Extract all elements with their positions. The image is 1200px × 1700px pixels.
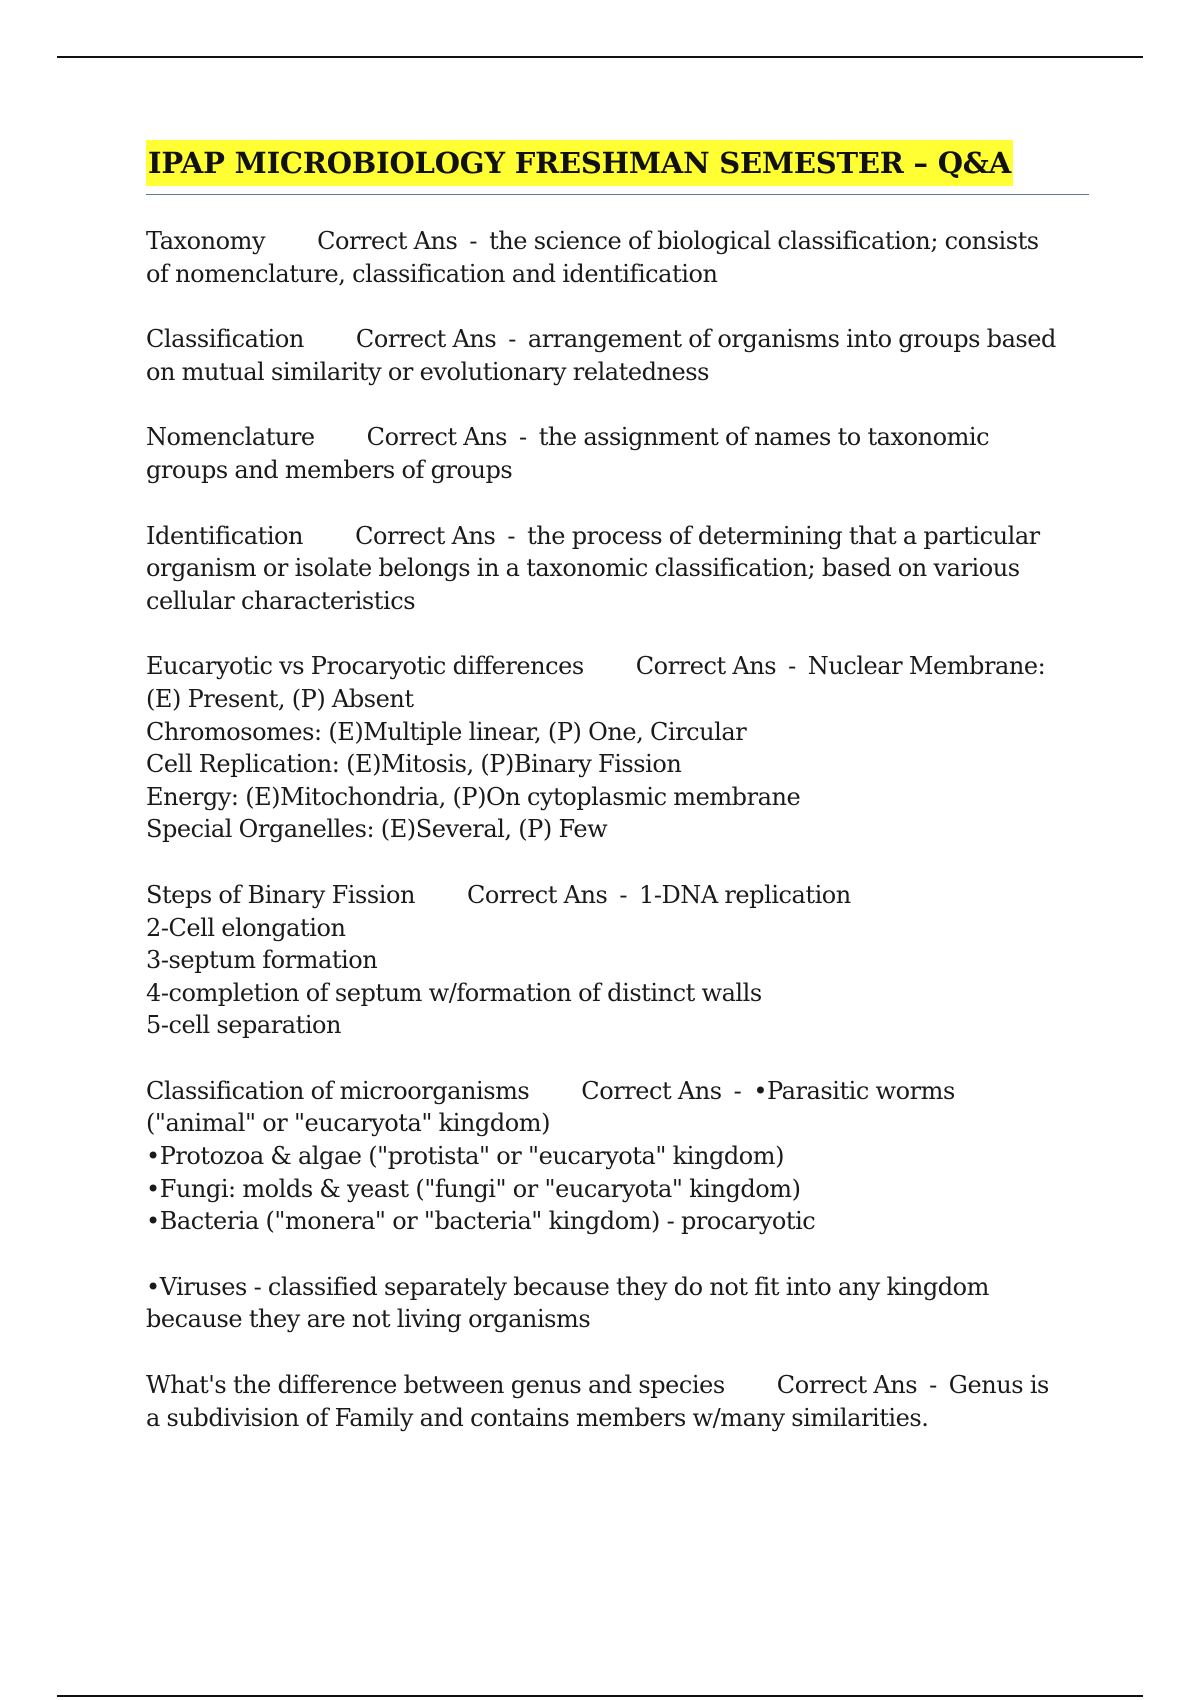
- qa-term: What's the difference between genus and species: [146, 1371, 725, 1400]
- qa-term: Nomenclature: [146, 423, 315, 452]
- qa-answer-text: the process of determining that a particular: [527, 521, 1040, 550]
- note-line: because they are not living organisms: [146, 1305, 591, 1334]
- qa-term: Taxonomy: [146, 227, 266, 255]
- qa-term: Eucaryotic vs Procaryotic differences: [146, 652, 584, 681]
- header-rule: [57, 56, 1143, 58]
- qa-answer-line: 4-completion of septum w/formation of distinct walls: [146, 978, 762, 1007]
- correct-ans-label: Correct Ans: [581, 1076, 722, 1105]
- qa-answer-text: Nuclear Membrane:: [807, 652, 1046, 681]
- qa-answer-line: 2-Cell elongation: [146, 913, 346, 942]
- correct-ans-label: Correct Ans: [776, 1371, 918, 1400]
- qa-first-line: [146, 520, 1096, 553]
- qa-term: Classification: [146, 325, 304, 354]
- qa-answer-line: organism or isolate belongs in a taxonomic classification; based on various: [146, 554, 1020, 583]
- qa-answer-text: 1-DNA replication: [639, 880, 851, 909]
- qa-answer-text: the science of biological classification; consists: [489, 227, 1039, 255]
- qa-list: [146, 225, 1096, 1434]
- qa-answer-text: the assignment of names to taxonomic: [538, 423, 990, 452]
- correct-ans-label: Correct Ans: [467, 880, 608, 909]
- qa-separator: -: [507, 521, 516, 550]
- qa-first-line: [146, 421, 1096, 454]
- page-title: IPAP MICROBIOLOGY FRESHMAN SEMESTER – Q&A: [146, 140, 1013, 186]
- qa-item: [146, 1075, 1096, 1238]
- qa-separator: -: [508, 325, 516, 354]
- qa-separator: -: [619, 880, 628, 909]
- note-line: •Viruses - classified separately because they do not fit into any kingdom: [146, 1272, 989, 1301]
- qa-first-line: [146, 1369, 1096, 1402]
- viruses-note: [146, 1271, 1096, 1336]
- qa-answer-line: (E) Present, (P) Absent: [146, 684, 414, 713]
- qa-term: Steps of Binary Fission: [146, 880, 415, 909]
- correct-ans-label: Correct Ans: [366, 423, 508, 452]
- qa-item: [146, 323, 1096, 388]
- qa-answer-line: ("animal" or "eucaryota" kingdom): [146, 1109, 550, 1138]
- qa-answer-line: •Fungi: molds & yeast ("fungi" or "eucaryota" kingdom): [146, 1174, 801, 1203]
- qa-item: [146, 650, 1096, 846]
- qa-separator: -: [519, 423, 527, 452]
- correct-ans-label: Correct Ans: [355, 521, 496, 550]
- correct-ans-label: Correct Ans: [355, 325, 497, 354]
- qa-answer-text: •Parasitic worms: [753, 1076, 955, 1105]
- qa-item: [146, 421, 1096, 486]
- qa-first-line: [146, 879, 1096, 912]
- qa-answer-line: •Bacteria ("monera" or "bacteria" kingdom) - procaryotic: [146, 1207, 816, 1236]
- qa-separator: -: [788, 652, 796, 681]
- qa-answer-line: of nomenclature, classification and identification: [146, 259, 718, 288]
- qa-answer-line: 3-septum formation: [146, 946, 378, 975]
- qa-answer-line: Special Organelles: (E)Several, (P) Few: [146, 815, 608, 844]
- qa-answer-line: groups and members of groups: [146, 455, 513, 484]
- correct-ans-label: Correct Ans: [635, 652, 777, 681]
- qa-separator: -: [733, 1076, 742, 1105]
- qa-first-line: [146, 225, 1096, 258]
- qa-item: [146, 879, 1096, 1042]
- qa-answer-line: •Protozoa & algae ("protista" or "eucaryota" kingdom): [146, 1142, 785, 1171]
- footer-rule: [57, 1695, 1143, 1697]
- qa-term: Identification: [146, 521, 304, 550]
- qa-answer-line: a subdivision of Family and contains members w/many similarities.: [146, 1403, 929, 1432]
- title-underline: [146, 140, 1089, 195]
- qa-term: Classification of microorganisms: [146, 1076, 530, 1105]
- qa-answer-text: arrangement of organisms into groups based: [527, 325, 1056, 354]
- correct-ans-label: Correct Ans: [317, 227, 458, 255]
- qa-answer-line: Cell Replication: (E)Mitosis, (P)Binary Fission: [146, 750, 682, 779]
- qa-separator: -: [469, 227, 478, 255]
- qa-answer-line: 5-cell separation: [146, 1011, 342, 1040]
- document-body: [146, 140, 1096, 1467]
- qa-first-line: [146, 323, 1096, 356]
- qa-answer-line: cellular characteristics: [146, 586, 416, 615]
- qa-answer-line: on mutual similarity or evolutionary relatedness: [146, 357, 710, 386]
- qa-item: [146, 1369, 1096, 1434]
- qa-answer-line: Chromosomes: (E)Multiple linear, (P) One, Circular: [146, 717, 747, 746]
- qa-answer-line: Energy: (E)Mitochondria, (P)On cytoplasmic membrane: [146, 782, 801, 811]
- qa-item: [146, 225, 1096, 290]
- qa-first-line: [146, 650, 1096, 683]
- qa-first-line: [146, 1075, 1096, 1108]
- qa-separator: -: [929, 1371, 937, 1400]
- qa-item: [146, 520, 1096, 618]
- qa-answer-text: Genus is: [948, 1371, 1049, 1400]
